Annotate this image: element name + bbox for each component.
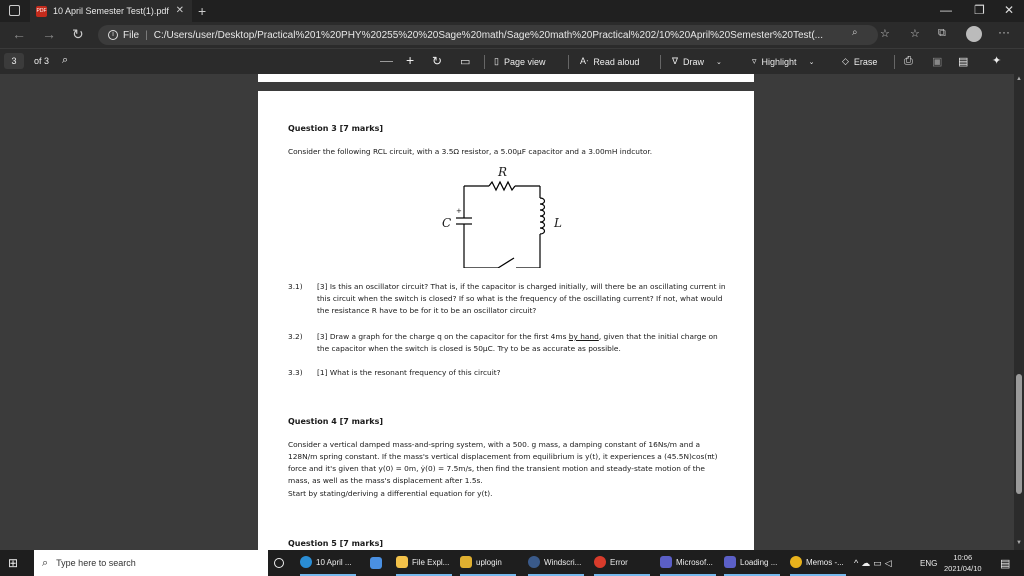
network-icon[interactable]: ▭ [873, 557, 885, 568]
taskbar-app-edge[interactable] [300, 550, 356, 576]
address-bar-row [0, 22, 1024, 48]
tab-bar [0, 0, 1024, 22]
forward-button[interactable]: → [42, 26, 56, 42]
page-total: of 3 [34, 56, 50, 66]
taskbar-app-label: Memos -... [806, 557, 844, 567]
chevron-up-icon[interactable]: ^ [854, 558, 862, 568]
erase-label: Erase [853, 56, 878, 67]
speaker-icon[interactable]: ◁ [884, 557, 895, 568]
save-as-icon[interactable]: ▤ [958, 56, 969, 68]
window-menu-icon[interactable] [9, 5, 20, 16]
chevron-down-icon[interactable]: ⌄ [808, 58, 815, 66]
scroll-up-icon[interactable]: ▲ [1016, 76, 1022, 82]
search-icon: ⌕ [42, 556, 49, 569]
taskbar-app-chrome[interactable] [790, 550, 846, 576]
draw-icon: ∇ [672, 56, 679, 66]
page-view-icon: ▯ [494, 56, 499, 66]
fit-page-icon[interactable]: ▭ [460, 56, 471, 68]
clock-date: 2021/04/10 [944, 564, 982, 573]
question-4-text-2: Start by stating/deriving a differential equation for y(t). [288, 489, 493, 498]
address-bar[interactable]: i File | C:/Users/user/Desktop/Practical%201%20PHY%20255%20%20Sage%20math/Sage%20math%20Practical%202/10%20April%20Semester%20Test(... [98, 25, 878, 45]
highlight-label: Highlight [761, 56, 797, 67]
part-3-1-text: [3] Is this an oscillator circuit? That is, if the capacitor is charged initially, will there be an oscillating current in this circuit when the switch is closed? If so what is the frequency of the oscillating current? If not, what would the resistance R have to be for it to be an oscillator circuit? [317, 282, 726, 315]
search-placeholder: Type here to search [56, 558, 136, 568]
notification-button[interactable] [1000, 550, 1010, 576]
search-icon[interactable]: ⌕ [62, 54, 69, 66]
inductor-label: L [554, 216, 562, 230]
refresh-button[interactable]: ↻ [72, 26, 84, 42]
part-3-3-number: 3.3) [288, 368, 303, 377]
zoom-icon[interactable]: ⌕ [852, 27, 858, 38]
question-4-text: Consider a vertical damped mass-and-spring system, with a 500. g mass, a damping constant of 16Ns/m and a 128N/m spring constant. If the mass's vertical displacement from equilibrium is y(t), it experiences a (45.5N)cos(πt) force and it's given that y(0) = 0m, ẏ(0) = 7.5m/s, then find the transient motion and steady-state motion of the mass, as well as the mass's displacement after 1.5s. [288, 440, 718, 485]
page-view-label: Page view [503, 56, 546, 67]
error-icon [594, 556, 606, 568]
task-view-button[interactable] [274, 550, 288, 576]
capacitor-label: C [442, 216, 452, 230]
taskbar-app-teams-2[interactable] [724, 550, 780, 576]
part-3-3-text: [1] What is the resonant frequency of this circuit? [317, 368, 501, 377]
taskbar-app-mail[interactable] [370, 550, 386, 576]
taskbar-app-windscribe[interactable] [528, 550, 584, 576]
taskbar-search[interactable] [34, 550, 268, 576]
minimize-button[interactable]: — [940, 3, 952, 17]
teams-icon [660, 556, 672, 568]
chevron-down-icon[interactable]: ⌄ [716, 58, 722, 66]
new-tab-button[interactable]: + [198, 3, 207, 19]
read-aloud-label: Read aloud [593, 56, 640, 67]
back-button[interactable]: ← [12, 26, 26, 42]
taskbar-app-label: Microsof... [676, 557, 713, 567]
draw-label: Draw [683, 56, 705, 67]
notification-icon: ▤ [1000, 557, 1011, 570]
rotate-icon[interactable]: ↻ [432, 54, 443, 68]
maximize-button[interactable]: ❐ [974, 3, 985, 17]
eraser-icon: ◇ [842, 56, 849, 66]
taskbar-app-label: 10 April ... [316, 557, 352, 567]
url-scheme: File [123, 29, 140, 41]
highlight-button[interactable] [752, 56, 814, 67]
clock[interactable] [944, 550, 982, 576]
taskbar-app-file-explorer[interactable] [396, 550, 452, 576]
draw-button[interactable] [672, 56, 722, 67]
pdf-toolbar [0, 48, 1024, 74]
avatar[interactable] [966, 26, 982, 42]
scrollbar-thumb[interactable] [1016, 374, 1022, 494]
taskbar-app-teams[interactable] [660, 550, 716, 576]
cortana-icon [274, 558, 284, 568]
start-button[interactable] [8, 550, 28, 576]
question-4-heading: Question 4 [7 marks] [288, 417, 384, 426]
scrollbar[interactable] [1014, 74, 1024, 550]
close-window-button[interactable]: ✕ [1004, 3, 1015, 17]
language-indicator[interactable]: ENG [920, 558, 938, 568]
collections-icon[interactable]: ⧉ [938, 27, 946, 39]
taskbar-app-uplogin[interactable] [460, 550, 516, 576]
pin-icon[interactable]: ✦ [992, 55, 1002, 67]
mail-icon [370, 557, 382, 569]
print-icon[interactable]: ⎙ [904, 55, 913, 67]
taskbar-app-label: Error [610, 557, 628, 567]
highlight-icon: ▿ [752, 56, 757, 66]
pdf-icon: PDF [36, 6, 47, 17]
edge-icon [300, 556, 312, 568]
chrome-icon [790, 556, 802, 568]
clock-time: 10:06 [953, 553, 973, 562]
resistor-label: R [498, 165, 508, 179]
part-3-2-text-b: , given that the initial charge on the capacitor when the switch is closed is 50μC. Try to be as accurate as possible. [317, 332, 718, 353]
page-view-button[interactable] [494, 56, 545, 67]
favorites-bar-icon[interactable]: ☆ [910, 28, 920, 40]
question-3-heading: Question 3 [7 marks] [288, 124, 384, 133]
question-3-intro: Consider the following RCL circuit, with a 3.5Ω resistor, a 5.00μF capacitor and a 3.00mH indcutor. [288, 147, 653, 156]
read-aloud-icon: A͏ᐧ [580, 56, 589, 66]
page-number-input[interactable]: 3 [4, 53, 24, 69]
part-3-2-underlined: by hand [568, 332, 599, 341]
taskbar-app-label: Windscri... [544, 557, 582, 567]
capacitor-plus-label: + [456, 207, 462, 215]
system-tray[interactable] [854, 550, 918, 576]
taskbar-app-error[interactable] [594, 550, 650, 576]
more-icon[interactable]: ··· [998, 25, 1010, 39]
teams-icon [724, 556, 736, 568]
read-aloud-button[interactable] [580, 56, 639, 67]
info-icon: i [108, 30, 118, 40]
tab-pdf[interactable] [30, 0, 192, 22]
uplogin-icon [460, 556, 472, 568]
taskbar [0, 550, 1024, 576]
zoom-in-button[interactable]: + [406, 52, 415, 68]
folder-icon [396, 556, 408, 568]
cloud-icon[interactable]: ☁ [861, 557, 874, 568]
erase-button[interactable] [842, 56, 877, 67]
windows-icon: ⊞ [8, 556, 19, 570]
url-text: C:/Users/user/Desktop/Practical%201%20PHY%20255%20%20Sage%20math/Sage%20math%20Practical%202/10%20April%20Semester%20Test(... [153, 29, 823, 41]
close-icon[interactable]: ✕ [175, 5, 184, 16]
windscribe-icon [528, 556, 540, 568]
pdf-page [258, 91, 754, 550]
taskbar-app-label: File Expl... [412, 557, 450, 567]
favorite-icon[interactable]: ☆ [880, 28, 890, 40]
part-3-2-text-a: [3] Draw a graph for the charge q on the capacitor for the first 4ms [317, 332, 569, 341]
taskbar-app-label: uplogin [476, 557, 502, 567]
question-5-heading: Question 5 [7 marks] [288, 539, 384, 548]
previous-page-edge [258, 74, 754, 82]
taskbar-app-label: Loading ... [740, 557, 778, 567]
scroll-down-icon[interactable]: ▼ [1016, 540, 1022, 546]
pdf-viewer[interactable] [0, 74, 1014, 550]
zoom-out-button[interactable]: — [380, 53, 393, 68]
part-3-2-number: 3.2) [288, 332, 303, 341]
part-3-2-text [317, 331, 729, 355]
save-icon[interactable]: ▣ [932, 56, 943, 68]
tab-title: 10 April Semester Test(1).pdf [53, 6, 169, 16]
part-3-1-number: 3.1) [288, 282, 303, 291]
